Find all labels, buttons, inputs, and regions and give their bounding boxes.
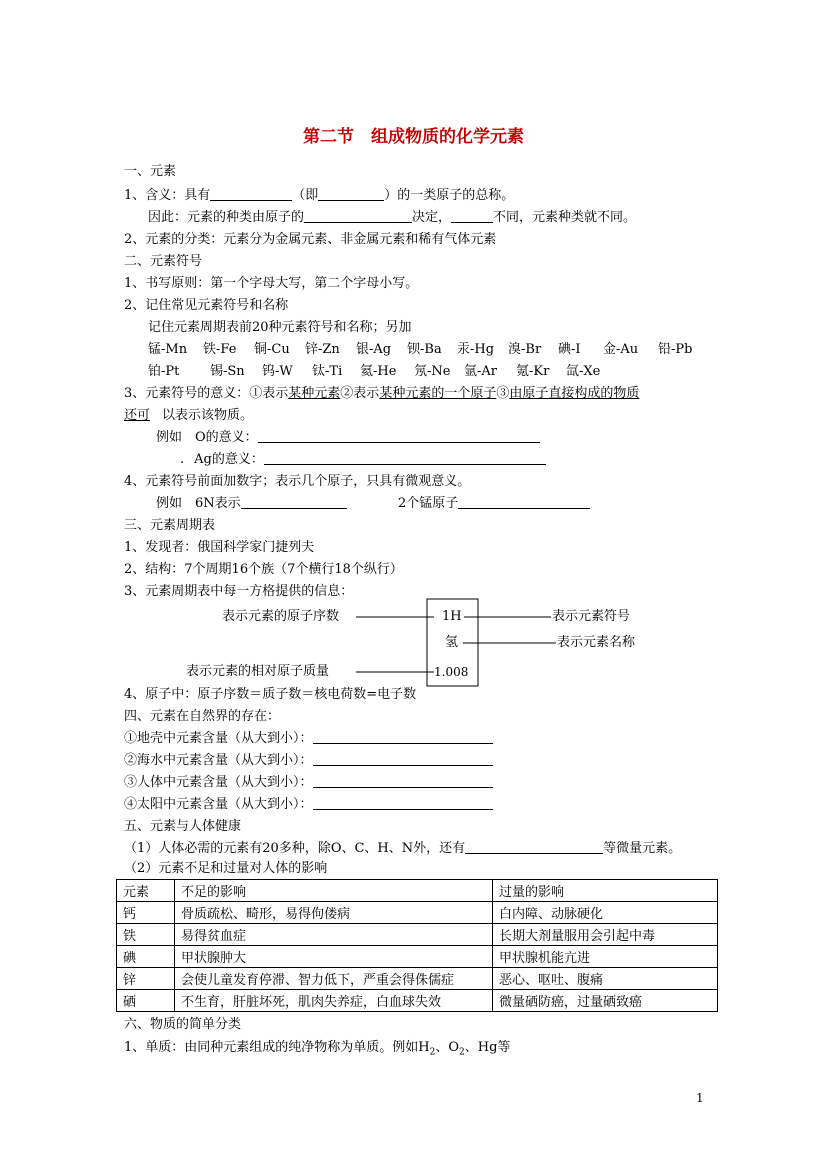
info-line: 3、元素周期表中每一方格提供的信息： [124, 584, 354, 599]
table-cell: 不生育，肝脏坏死，肌肉失养症，白血球失效 [175, 990, 493, 1012]
section-6-heading: 六、物质的简单分类 [124, 1017, 242, 1032]
table-cell: 微量硒防癌，过量硒致癌 [493, 990, 718, 1012]
section-4-heading: 四、元素在自然界的存在： [124, 709, 281, 724]
symbol-item: 氖-Ne [414, 364, 451, 379]
cell-mass: 1.008 [434, 665, 469, 679]
table-header: 元素 [117, 880, 175, 902]
table-header: 过量的影响 [493, 880, 718, 902]
table-cell: 碘 [117, 946, 175, 968]
meaning-line-2: 还可 以表示该物质。 [124, 408, 254, 423]
table-cell: 白内障、动脉硬化 [493, 902, 718, 924]
section-2-heading: 二、元素符号 [124, 254, 203, 269]
table-row [117, 902, 718, 924]
example-ag: . Ag的意义： [180, 451, 546, 469]
table-row [117, 968, 718, 990]
table-cell: 铁 [117, 924, 175, 946]
symbol-item: 碘-I [558, 342, 581, 357]
table-row [117, 990, 718, 1012]
effects-caption: （2）元素不足和过量对人体的影响 [124, 861, 328, 876]
classify-line: 2、元素的分类：元素分为金属元素、非金属元素和稀有气体元素 [124, 232, 497, 247]
rule-2: 2、记住常见元素符号和名称 [124, 298, 289, 313]
table-cell: 长期大剂量服用会引起中毒 [493, 924, 718, 946]
blank-field [313, 774, 493, 788]
cell-symbol: 1H [442, 609, 462, 624]
symbol-item: 汞-Hg [457, 342, 495, 357]
structure-line: 2、结构：7个周期16个族（7个横行18个纵行） [124, 562, 403, 577]
symbol-item: 氪-Kr [516, 364, 550, 379]
symbol-item: 锰-Mn [148, 342, 188, 357]
table-header: 不足的影响 [175, 880, 493, 902]
example-6n: 例如 6N表示 [156, 495, 347, 513]
symbol-item: 氙-Xe [566, 364, 601, 379]
table-cell: 硒 [117, 990, 175, 1012]
symbol-item: 铜-Cu [254, 342, 290, 357]
table-row [117, 924, 718, 946]
label-element-symbol: 表示元素符号 [552, 609, 631, 624]
blank-field [465, 840, 603, 854]
abundance-item: ①地壳中元素含量（从大到小）： [124, 730, 493, 748]
page-number: 1 [696, 1091, 704, 1105]
table-cell: 易得贫血症 [175, 924, 493, 946]
symbol-item: 金-Au [603, 342, 639, 357]
rule-2-detail: 记住元素周期表前20种元素符号和名称；另加 [148, 320, 412, 335]
table-row [117, 946, 718, 968]
blank-field [313, 752, 493, 766]
symbol-item: 铂-Pt [148, 364, 180, 379]
label-atomic-mass: 表示元素的相对原子质量 [186, 664, 330, 679]
trace-elements-line: （1）人体必需的元素有20多种，除O、C、H、N外，还有 等微量元素。 [124, 841, 682, 856]
table-cell: 甲状腺机能亢进 [493, 946, 718, 968]
symbol-item: 银-Ag [356, 342, 392, 357]
table-cell: 锌 [117, 968, 175, 990]
example-mn: 2个锰原子 [398, 495, 590, 513]
section-5-heading: 五、元素与人体健康 [124, 819, 242, 834]
atom-line: 4、原子中：原子序数＝质子数＝核电荷数=电子数 [124, 687, 417, 702]
symbol-item: 氦-He [360, 364, 397, 379]
rule-1: 1、书写原则：第一个字母大写，第二个字母小写。 [124, 276, 419, 291]
symbol-item: 锡-Sn [210, 364, 245, 379]
table-cell: 钙 [117, 902, 175, 924]
symbol-item: 氩-Ar [464, 364, 497, 379]
symbol-item: 钨-W [262, 364, 293, 379]
table-cell: 恶心、呕吐、腹痛 [493, 968, 718, 990]
abundance-item: ②海水中元素含量（从大到小）： [124, 752, 493, 770]
element-substance-line: 1、单质：由同种元素组成的纯净物称为单质。例如$H_2$、$O_2$、Hg等 [124, 1040, 511, 1058]
discoverer-line: 1、发现者：俄国科学家门捷列夫 [124, 540, 315, 555]
table-cell: 骨质疏松、畸形，易得佝偻病 [175, 902, 493, 924]
symbol-item: 溴-Br [508, 342, 542, 357]
symbol-item: 铁-Fe [203, 342, 237, 357]
symbol-item: 钡-Ba [407, 342, 442, 357]
symbol-item: 钛-Ti [312, 364, 343, 379]
symbol-item: 铅-Pb [658, 342, 693, 357]
symbol-item: 锌-Zn [305, 342, 340, 357]
label-atomic-number: 表示元素的原子序数 [222, 609, 340, 624]
cell-name: 氢 [445, 635, 459, 650]
section-3-heading: 三、元素周期表 [124, 518, 216, 533]
table-cell: 甲状腺肿大 [175, 946, 493, 968]
blank-field [313, 796, 493, 810]
hence-line: 因此：元素的种类由原子的 决定， 不同，元素种类就不同。 [148, 210, 637, 225]
definition-line: 1、含义：具有 （即 ）的一类原子的总称。 [124, 188, 515, 203]
meaning-line: 3、元素符号的意义：①表示某种元素②表示某种元素的一个原子③由原子直接构成的物质 [124, 386, 640, 401]
example-o: 例如 O的意义： [156, 429, 540, 447]
element-effects-table [116, 879, 718, 1012]
abundance-item: ④太阳中元素含量（从大到小）： [124, 796, 493, 814]
number-rule: 4、元素符号前面加数字；表示几个原子，只具有微观意义。 [124, 474, 471, 489]
page-title: 第二节 组成物质的化学元素 [303, 127, 524, 147]
blank-field [313, 730, 493, 744]
section-1-heading: 一、元素 [124, 164, 177, 179]
abundance-item: ③人体中元素含量（从大到小）： [124, 774, 493, 792]
table-header-row [117, 880, 718, 902]
label-element-name: 表示元素名称 [557, 635, 636, 650]
table-cell: 会使儿童发育停滞、智力低下，严重会得侏儒症 [175, 968, 493, 990]
